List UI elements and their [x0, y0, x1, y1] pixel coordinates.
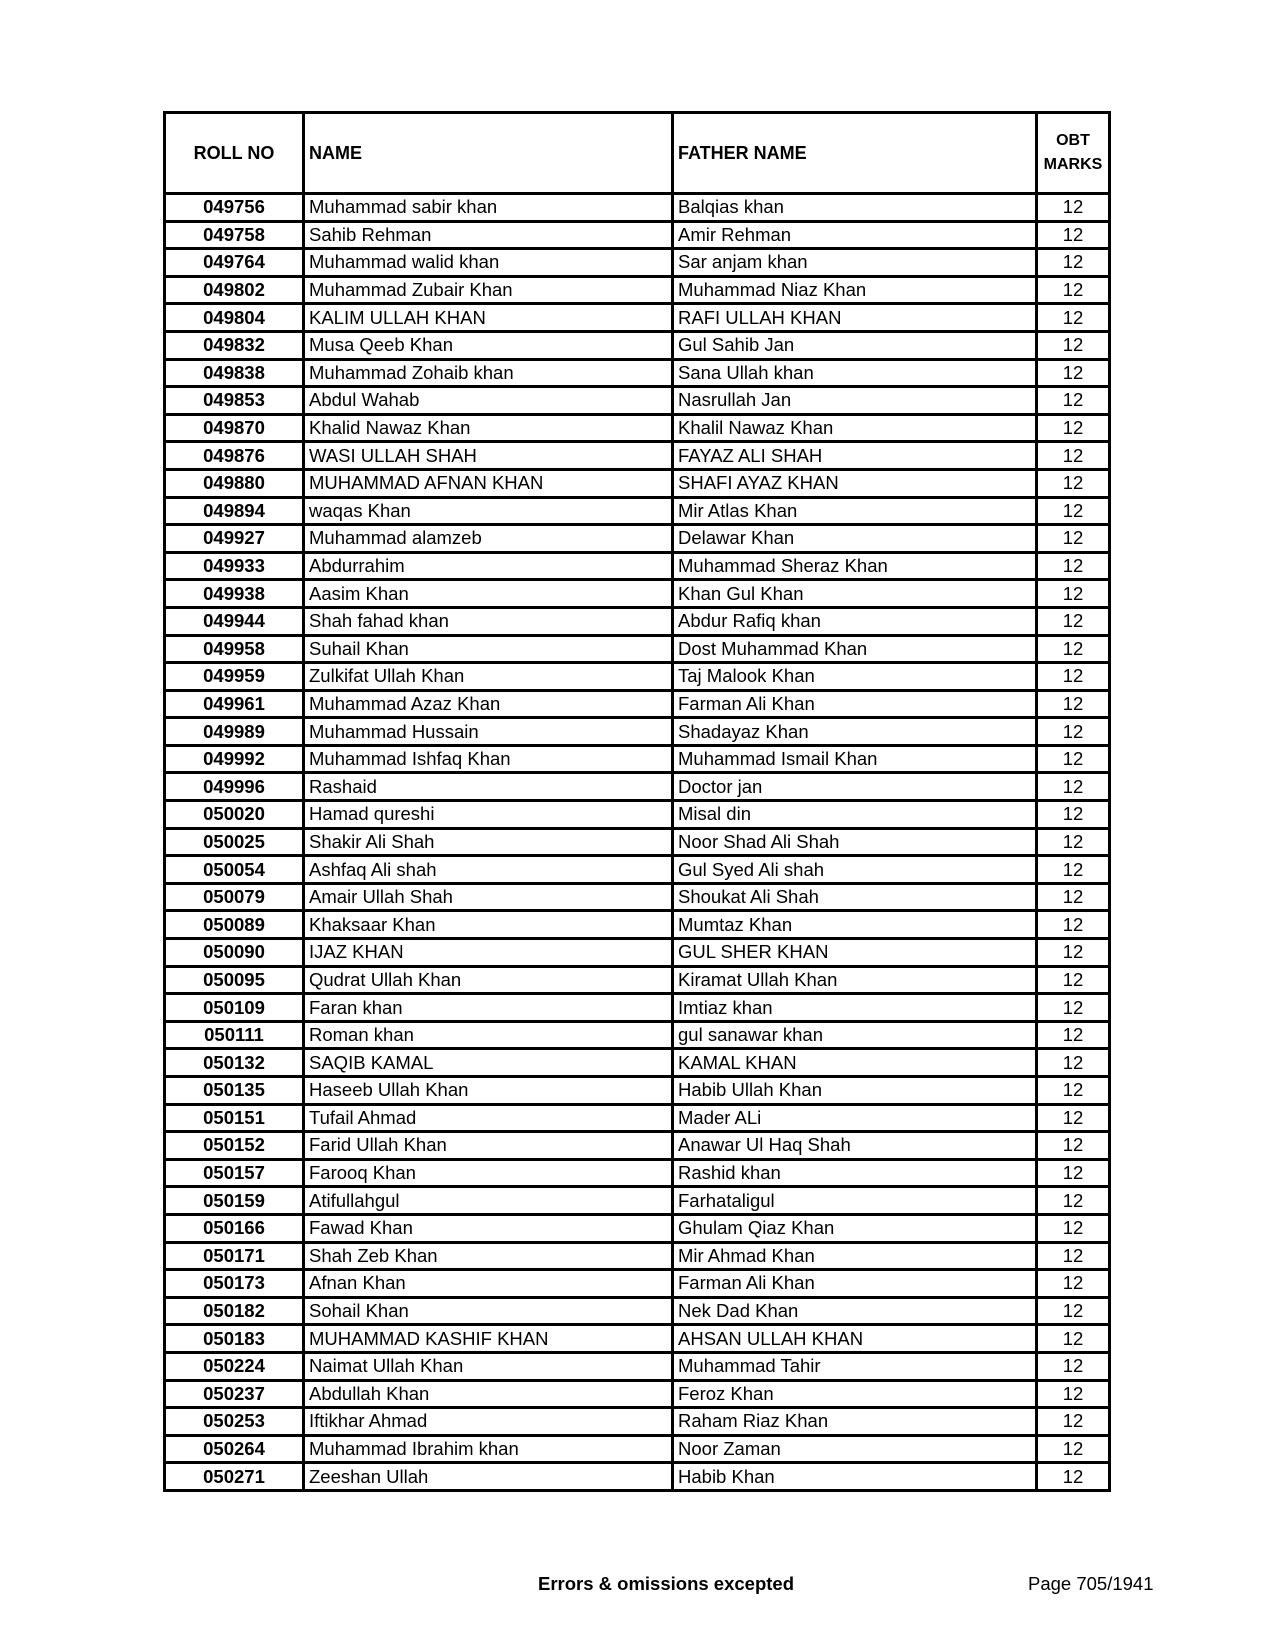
footer-disclaimer: Errors & omissions excepted [538, 1573, 795, 1594]
table-row [165, 856, 1110, 884]
roll-no-cell: 050182 [165, 1297, 304, 1325]
name-cell: Muhammad sabir khan [304, 194, 673, 222]
obt-marks-cell: 12 [1037, 994, 1110, 1022]
obt-marks-cell: 12 [1037, 1187, 1110, 1215]
father-name-cell: Dost Muhammad Khan [673, 635, 1037, 663]
roll-no-cell: 049961 [165, 690, 304, 718]
header-name: NAME [304, 113, 673, 194]
father-name-cell: Muhammad Ismail Khan [673, 745, 1037, 773]
name-cell: Muhammad Ibrahim khan [304, 1435, 673, 1463]
father-name-cell: KAMAL KHAN [673, 1049, 1037, 1077]
obt-marks-cell: 12 [1037, 1352, 1110, 1380]
roll-no-cell: 049944 [165, 607, 304, 635]
obt-marks-cell: 12 [1037, 469, 1110, 497]
name-cell: Sohail Khan [304, 1297, 673, 1325]
father-name-cell: Muhammad Niaz Khan [673, 276, 1037, 304]
table-row [165, 883, 1110, 911]
name-cell: Faran khan [304, 994, 673, 1022]
roll-no-cell: 049958 [165, 635, 304, 663]
obt-marks-cell: 12 [1037, 276, 1110, 304]
table-row [165, 304, 1110, 332]
name-cell: Abdul Wahab [304, 387, 673, 415]
father-name-cell: Muhammad Tahir [673, 1352, 1037, 1380]
father-name-cell: Misal din [673, 801, 1037, 829]
roll-no-cell: 050157 [165, 1159, 304, 1187]
obt-marks-cell: 12 [1037, 801, 1110, 829]
name-cell: IJAZ KHAN [304, 939, 673, 967]
obt-marks-cell: 12 [1037, 883, 1110, 911]
name-cell: Muhammad Zohaib khan [304, 359, 673, 387]
roll-no-cell: 050224 [165, 1352, 304, 1380]
roll-no-cell: 049992 [165, 745, 304, 773]
table-row [165, 745, 1110, 773]
table-row [165, 718, 1110, 746]
name-cell: Suhail Khan [304, 635, 673, 663]
father-name-cell: Abdur Rafiq khan [673, 607, 1037, 635]
header-obt-marks-line2: MARKS [1043, 156, 1103, 173]
table-row [165, 1380, 1110, 1408]
obt-marks-cell: 12 [1037, 1049, 1110, 1077]
table-row [165, 1435, 1110, 1463]
table-row [165, 331, 1110, 359]
father-name-cell: Anawar Ul Haq Shah [673, 1132, 1037, 1160]
name-cell: Hamad qureshi [304, 801, 673, 829]
roll-no-cell: 050271 [165, 1463, 304, 1491]
father-name-cell: Mir Ahmad Khan [673, 1242, 1037, 1270]
table-row [165, 773, 1110, 801]
name-cell: Iftikhar Ahmad [304, 1408, 673, 1436]
roll-no-cell: 050095 [165, 966, 304, 994]
name-cell: Khaksaar Khan [304, 911, 673, 939]
name-cell: Muhammad Hussain [304, 718, 673, 746]
father-name-cell: Noor Zaman [673, 1435, 1037, 1463]
page-number: Page 705/1941 [1028, 1573, 1154, 1594]
roll-no-cell: 049989 [165, 718, 304, 746]
name-cell: MUHAMMAD KASHIF KHAN [304, 1325, 673, 1353]
name-cell: Rashaid [304, 773, 673, 801]
table-row [165, 1159, 1110, 1187]
obt-marks-cell: 12 [1037, 828, 1110, 856]
table-row [165, 663, 1110, 691]
name-cell: Amair Ullah Shah [304, 883, 673, 911]
name-cell: waqas Khan [304, 497, 673, 525]
roll-no-cell: 050089 [165, 911, 304, 939]
father-name-cell: AHSAN ULLAH KHAN [673, 1325, 1037, 1353]
father-name-cell: Doctor jan [673, 773, 1037, 801]
obt-marks-cell: 12 [1037, 663, 1110, 691]
table-row [165, 552, 1110, 580]
name-cell: Haseeb Ullah Khan [304, 1077, 673, 1105]
obt-marks-cell: 12 [1037, 1132, 1110, 1160]
roll-no-cell: 050264 [165, 1435, 304, 1463]
table-row [165, 1214, 1110, 1242]
obt-marks-cell: 12 [1037, 690, 1110, 718]
table-row [165, 525, 1110, 553]
father-name-cell: Sar anjam khan [673, 249, 1037, 277]
header-row [165, 113, 1110, 194]
obt-marks-cell: 12 [1037, 194, 1110, 222]
name-cell: Abdullah Khan [304, 1380, 673, 1408]
father-name-cell: Feroz Khan [673, 1380, 1037, 1408]
roll-no-cell: 049876 [165, 442, 304, 470]
table-row [165, 1077, 1110, 1105]
table-row [165, 690, 1110, 718]
table-row [165, 249, 1110, 277]
obt-marks-cell: 12 [1037, 745, 1110, 773]
roll-no-cell: 049758 [165, 221, 304, 249]
table-row [165, 1325, 1110, 1353]
table-row [165, 1187, 1110, 1215]
obt-marks-cell: 12 [1037, 1159, 1110, 1187]
name-cell: SAQIB KAMAL [304, 1049, 673, 1077]
table-header [165, 113, 1110, 194]
obt-marks-cell: 12 [1037, 249, 1110, 277]
roll-no-cell: 049802 [165, 276, 304, 304]
obt-marks-cell: 12 [1037, 911, 1110, 939]
obt-marks-cell: 12 [1037, 1297, 1110, 1325]
table-row [165, 580, 1110, 608]
table-row [165, 1242, 1110, 1270]
table-row [165, 828, 1110, 856]
father-name-cell: Nek Dad Khan [673, 1297, 1037, 1325]
name-cell: Ashfaq Ali shah [304, 856, 673, 884]
roll-no-cell: 049927 [165, 525, 304, 553]
obt-marks-cell: 12 [1037, 304, 1110, 332]
roll-no-cell: 050152 [165, 1132, 304, 1160]
header-roll-no: ROLL NO [165, 113, 304, 194]
roll-no-cell: 050090 [165, 939, 304, 967]
roll-no-cell: 050151 [165, 1104, 304, 1132]
table-row [165, 1408, 1110, 1436]
table-body [165, 194, 1110, 1491]
table-row [165, 1352, 1110, 1380]
roll-no-cell: 049870 [165, 414, 304, 442]
father-name-cell: Imtiaz khan [673, 994, 1037, 1022]
table-row [165, 966, 1110, 994]
father-name-cell: Noor Shad Ali Shah [673, 828, 1037, 856]
header-father-name: FATHER NAME [673, 113, 1037, 194]
father-name-cell: Taj Malook Khan [673, 663, 1037, 691]
obt-marks-cell: 12 [1037, 966, 1110, 994]
roll-no-cell: 049756 [165, 194, 304, 222]
father-name-cell: Khalil Nawaz Khan [673, 414, 1037, 442]
obt-marks-cell: 12 [1037, 1077, 1110, 1105]
father-name-cell: Ghulam Qiaz Khan [673, 1214, 1037, 1242]
roll-no-cell: 049933 [165, 552, 304, 580]
obt-marks-cell: 12 [1037, 1270, 1110, 1298]
table-row [165, 221, 1110, 249]
father-name-cell: gul sanawar khan [673, 1021, 1037, 1049]
name-cell: Muhammad Azaz Khan [304, 690, 673, 718]
name-cell: Naimat Ullah Khan [304, 1352, 673, 1380]
obt-marks-cell: 12 [1037, 580, 1110, 608]
name-cell: Muhammad walid khan [304, 249, 673, 277]
obt-marks-cell: 12 [1037, 939, 1110, 967]
name-cell: Tufail Ahmad [304, 1104, 673, 1132]
table-row [165, 1021, 1110, 1049]
roll-no-cell: 050135 [165, 1077, 304, 1105]
father-name-cell: Habib Ullah Khan [673, 1077, 1037, 1105]
father-name-cell: Shoukat Ali Shah [673, 883, 1037, 911]
father-name-cell: Habib Khan [673, 1463, 1037, 1491]
father-name-cell: SHAFI AYAZ KHAN [673, 469, 1037, 497]
obt-marks-cell: 12 [1037, 607, 1110, 635]
table-row [165, 801, 1110, 829]
roll-no-cell: 049838 [165, 359, 304, 387]
father-name-cell: Khan Gul Khan [673, 580, 1037, 608]
obt-marks-cell: 12 [1037, 1380, 1110, 1408]
name-cell: Atifullahgul [304, 1187, 673, 1215]
name-cell: Sahib Rehman [304, 221, 673, 249]
father-name-cell: Farman Ali Khan [673, 1270, 1037, 1298]
roll-no-cell: 049959 [165, 663, 304, 691]
table-row [165, 414, 1110, 442]
father-name-cell: Gul Sahib Jan [673, 331, 1037, 359]
obt-marks-cell: 12 [1037, 331, 1110, 359]
obt-marks-cell: 12 [1037, 497, 1110, 525]
obt-marks-cell: 12 [1037, 635, 1110, 663]
roll-no-cell: 050237 [165, 1380, 304, 1408]
obt-marks-cell: 12 [1037, 1435, 1110, 1463]
father-name-cell: Muhammad Sheraz Khan [673, 552, 1037, 580]
table-row [165, 1297, 1110, 1325]
header-obt-marks-line1: OBT [1056, 132, 1090, 149]
father-name-cell: Nasrullah Jan [673, 387, 1037, 415]
name-cell: Roman khan [304, 1021, 673, 1049]
obt-marks-cell: 12 [1037, 442, 1110, 470]
roll-no-cell: 049853 [165, 387, 304, 415]
obt-marks-cell: 12 [1037, 221, 1110, 249]
father-name-cell: Rashid khan [673, 1159, 1037, 1187]
results-table [163, 111, 1111, 1492]
roll-no-cell: 049880 [165, 469, 304, 497]
table-row [165, 1270, 1110, 1298]
obt-marks-cell: 12 [1037, 1325, 1110, 1353]
name-cell: Khalid Nawaz Khan [304, 414, 673, 442]
roll-no-cell: 049804 [165, 304, 304, 332]
obt-marks-cell: 12 [1037, 1463, 1110, 1491]
obt-marks-cell: 12 [1037, 856, 1110, 884]
obt-marks-cell: 12 [1037, 1104, 1110, 1132]
father-name-cell: Farhataligul [673, 1187, 1037, 1215]
name-cell: Abdurrahim [304, 552, 673, 580]
obt-marks-cell: 12 [1037, 773, 1110, 801]
obt-marks-cell: 12 [1037, 414, 1110, 442]
father-name-cell: Sana Ullah khan [673, 359, 1037, 387]
obt-marks-cell: 12 [1037, 1242, 1110, 1270]
roll-no-cell: 050025 [165, 828, 304, 856]
father-name-cell: Mader ALi [673, 1104, 1037, 1132]
roll-no-cell: 050253 [165, 1408, 304, 1436]
name-cell: Fawad Khan [304, 1214, 673, 1242]
name-cell: Shah fahad khan [304, 607, 673, 635]
roll-no-cell: 050111 [165, 1021, 304, 1049]
roll-no-cell: 050159 [165, 1187, 304, 1215]
table-row [165, 1104, 1110, 1132]
father-name-cell: RAFI ULLAH KHAN [673, 304, 1037, 332]
roll-no-cell: 049996 [165, 773, 304, 801]
father-name-cell: Mir Atlas Khan [673, 497, 1037, 525]
father-name-cell: Delawar Khan [673, 525, 1037, 553]
father-name-cell: Mumtaz Khan [673, 911, 1037, 939]
name-cell: Muhammad alamzeb [304, 525, 673, 553]
name-cell: Shakir Ali Shah [304, 828, 673, 856]
roll-no-cell: 050171 [165, 1242, 304, 1270]
name-cell: Musa Qeeb Khan [304, 331, 673, 359]
table-row [165, 1049, 1110, 1077]
obt-marks-cell: 12 [1037, 359, 1110, 387]
obt-marks-cell: 12 [1037, 387, 1110, 415]
roll-no-cell: 049832 [165, 331, 304, 359]
obt-marks-cell: 12 [1037, 1408, 1110, 1436]
name-cell: Muhammad Ishfaq Khan [304, 745, 673, 773]
table-row [165, 1132, 1110, 1160]
roll-no-cell: 049764 [165, 249, 304, 277]
roll-no-cell: 050054 [165, 856, 304, 884]
table-row [165, 911, 1110, 939]
father-name-cell: Raham Riaz Khan [673, 1408, 1037, 1436]
obt-marks-cell: 12 [1037, 1214, 1110, 1242]
father-name-cell: Balqias khan [673, 194, 1037, 222]
table-row [165, 635, 1110, 663]
obt-marks-cell: 12 [1037, 525, 1110, 553]
name-cell: Farooq Khan [304, 1159, 673, 1187]
table-row [165, 497, 1110, 525]
name-cell: WASI ULLAH SHAH [304, 442, 673, 470]
name-cell: Zeeshan Ullah [304, 1463, 673, 1491]
roll-no-cell: 050020 [165, 801, 304, 829]
name-cell: Qudrat Ullah Khan [304, 966, 673, 994]
name-cell: Zulkifat Ullah Khan [304, 663, 673, 691]
roll-no-cell: 049938 [165, 580, 304, 608]
roll-no-cell: 050132 [165, 1049, 304, 1077]
table-row [165, 939, 1110, 967]
table-row [165, 359, 1110, 387]
roll-no-cell: 050173 [165, 1270, 304, 1298]
table-row [165, 1463, 1110, 1491]
father-name-cell: Shadayaz Khan [673, 718, 1037, 746]
name-cell: Afnan Khan [304, 1270, 673, 1298]
roll-no-cell: 050166 [165, 1214, 304, 1242]
father-name-cell: FAYAZ ALI SHAH [673, 442, 1037, 470]
name-cell: Shah Zeb Khan [304, 1242, 673, 1270]
roll-no-cell: 050183 [165, 1325, 304, 1353]
name-cell: MUHAMMAD AFNAN KHAN [304, 469, 673, 497]
table-row [165, 994, 1110, 1022]
obt-marks-cell: 12 [1037, 718, 1110, 746]
name-cell: Farid Ullah Khan [304, 1132, 673, 1160]
table-row [165, 442, 1110, 470]
name-cell: Muhammad Zubair Khan [304, 276, 673, 304]
roll-no-cell: 050109 [165, 994, 304, 1022]
table-row [165, 607, 1110, 635]
father-name-cell: Gul Syed Ali shah [673, 856, 1037, 884]
table-row [165, 387, 1110, 415]
father-name-cell: GUL SHER KHAN [673, 939, 1037, 967]
obt-marks-cell: 12 [1037, 552, 1110, 580]
father-name-cell: Amir Rehman [673, 221, 1037, 249]
table-row [165, 469, 1110, 497]
name-cell: KALIM ULLAH KHAN [304, 304, 673, 332]
obt-marks-cell: 12 [1037, 1021, 1110, 1049]
header-obt-marks [1037, 113, 1110, 194]
roll-no-cell: 050079 [165, 883, 304, 911]
table-row [165, 276, 1110, 304]
name-cell: Aasim Khan [304, 580, 673, 608]
table-row [165, 194, 1110, 222]
roll-no-cell: 049894 [165, 497, 304, 525]
father-name-cell: Farman Ali Khan [673, 690, 1037, 718]
father-name-cell: Kiramat Ullah Khan [673, 966, 1037, 994]
